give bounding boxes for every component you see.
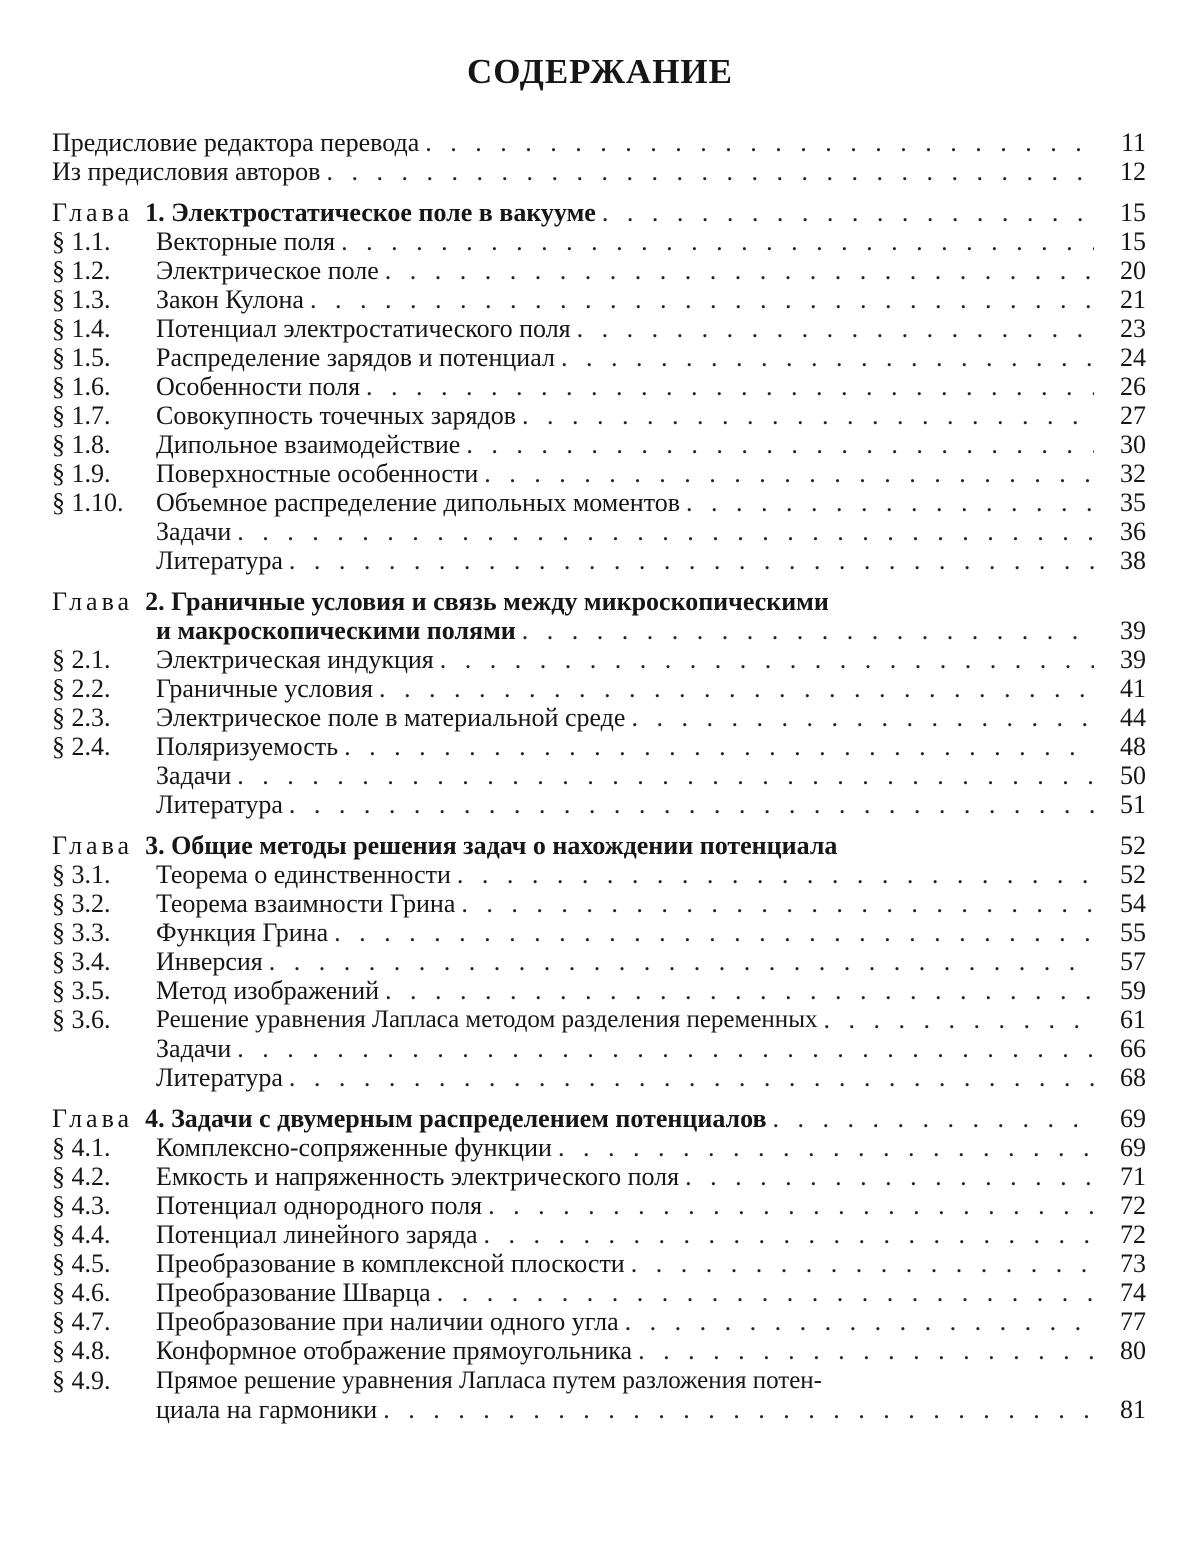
section-page: 55 (1120, 918, 1146, 947)
section-title-line2: циала на гармоники (156, 1395, 378, 1424)
toc-section-wrapped-cont[interactable] (52, 1395, 1146, 1424)
extra-page: 68 (1120, 1063, 1146, 1092)
toc-literature[interactable] (52, 546, 1146, 575)
toc-section[interactable] (52, 343, 1146, 372)
section-title: Совокупность точечных зарядов (156, 401, 516, 430)
section-page: 26 (1120, 372, 1146, 401)
toc-section[interactable] (52, 860, 1146, 889)
entry-text: Предисловие редактора перевода (52, 128, 420, 157)
chapter-page: 39 (1120, 616, 1146, 645)
extra-page: 38 (1120, 546, 1146, 575)
toc-entry-preface-authors[interactable] (52, 157, 1146, 186)
dot-leader (366, 372, 1094, 401)
section-page: 41 (1120, 674, 1146, 703)
dot-leader (379, 674, 1094, 703)
section-number: § 1.1. (52, 227, 111, 256)
section-title: Решение уравнения Лапласа методом разделения переменных (156, 1006, 818, 1033)
toc-section[interactable] (52, 1133, 1146, 1162)
section-number: § 1.6. (52, 372, 111, 401)
section-title: Функция Грина (156, 918, 329, 947)
toc-chapter-4[interactable] (52, 1104, 1146, 1133)
dot-leader (602, 198, 1094, 227)
toc-problems[interactable] (52, 761, 1146, 790)
dot-leader (631, 703, 1094, 732)
dot-leader (310, 285, 1094, 314)
dot-leader (334, 918, 1094, 947)
extra-title: Задачи (156, 761, 232, 790)
toc-section[interactable] (52, 674, 1146, 703)
toc-section[interactable] (52, 645, 1146, 674)
section-page: 57 (1120, 947, 1146, 976)
section-page: 35 (1120, 488, 1146, 517)
toc-section[interactable] (52, 703, 1146, 732)
section-title: Комплексно-сопряженные функции (156, 1133, 552, 1162)
section-title: Преобразование в комплексной плоскости (156, 1249, 625, 1278)
section-title: Электрическое поле (156, 256, 379, 285)
section-page: 59 (1120, 976, 1146, 1005)
dot-leader (237, 1034, 1094, 1063)
dot-leader (484, 459, 1094, 488)
dot-leader (385, 976, 1094, 1005)
chapter-word: Глава (52, 1104, 134, 1133)
section-title: Емкость и напряженность электрического поля (156, 1162, 680, 1191)
dot-leader (289, 790, 1094, 819)
section-number: § 1.5. (52, 343, 111, 372)
dot-leader (824, 1005, 1095, 1034)
section-page: 61 (1120, 1005, 1146, 1034)
section-title: Метод изображений (156, 976, 380, 1005)
section-page: 72 (1120, 1191, 1146, 1220)
section-title: Потенциал однородного поля (156, 1191, 483, 1220)
toc-section[interactable] (52, 256, 1146, 285)
chapter-word: Глава (52, 587, 134, 616)
section-title: Распределение зарядов и потенциал (156, 343, 555, 372)
toc-section[interactable] (52, 488, 1146, 517)
section-page: 72 (1120, 1220, 1146, 1249)
section-page: 21 (1120, 285, 1146, 314)
section-number: § 4.3. (52, 1191, 111, 1220)
section-number: § 4.2. (52, 1162, 111, 1191)
section-number: § 1.9. (52, 459, 111, 488)
section-title: Дипольное взаимодействие (156, 430, 461, 459)
section-page: 23 (1120, 314, 1146, 343)
dot-leader (440, 645, 1094, 674)
section-page: 15 (1120, 227, 1146, 256)
dot-leader (269, 947, 1094, 976)
dot-leader (341, 227, 1094, 256)
section-number: § 1.7. (52, 401, 111, 430)
extra-page: 50 (1120, 761, 1146, 790)
section-number: § 2.3. (52, 703, 111, 732)
section-title: Объемное распределение дипольных моментов (156, 488, 680, 517)
chapter-title-line1: 2. Граничные условия и связь между микроскопическими (145, 587, 829, 616)
chapter-title: 3. Общие методы решения задач о нахождении потенциала (145, 831, 838, 860)
extra-title: Литература (156, 546, 283, 575)
section-number: § 4.4. (52, 1220, 111, 1249)
dot-leader (466, 430, 1094, 459)
dot-leader (522, 616, 1094, 645)
dot-leader (685, 1162, 1094, 1191)
toc-section[interactable] (52, 1278, 1146, 1307)
toc-entry-preface-editor[interactable] (52, 128, 1146, 157)
toc-section[interactable] (52, 459, 1146, 488)
dot-leader (522, 401, 1094, 430)
section-page: 39 (1120, 645, 1146, 674)
toc-section[interactable] (52, 947, 1146, 976)
section-number: § 1.2. (52, 256, 111, 285)
toc-section[interactable] (52, 1249, 1146, 1278)
section-number: § 3.1. (52, 860, 111, 889)
toc-chapter-1[interactable] (52, 198, 1146, 227)
toc-problems[interactable] (52, 517, 1146, 546)
chapter-title: 4. Задачи с двумерным распределением потенциалов (145, 1104, 767, 1133)
section-page: 73 (1120, 1249, 1146, 1278)
dot-leader (484, 1220, 1094, 1249)
section-title: Особенности поля (156, 372, 361, 401)
dot-leader (326, 157, 1094, 186)
section-page: 32 (1120, 459, 1146, 488)
section-number: § 1.8. (52, 430, 111, 459)
section-title: Потенциал электростатического поля (156, 314, 571, 343)
toc-section[interactable] (52, 1191, 1146, 1220)
toc-section[interactable] (52, 1162, 1146, 1191)
section-title: Электрическая индукция (156, 645, 434, 674)
extra-page: 51 (1120, 790, 1146, 819)
dot-leader (773, 1104, 1094, 1133)
section-title: Преобразование Шварца (156, 1278, 431, 1307)
dot-leader (488, 1191, 1094, 1220)
toc-section[interactable] (52, 227, 1146, 256)
dot-leader (631, 1249, 1094, 1278)
section-title: Электрическое поле в материальной среде (156, 703, 626, 732)
section-title: Инверсия (156, 947, 263, 976)
toc-section-wrapped[interactable] (52, 1365, 1146, 1395)
section-page: 69 (1120, 1133, 1146, 1162)
section-number: § 2.2. (52, 674, 111, 703)
extra-page: 66 (1120, 1034, 1146, 1063)
entry-text: Из предисловия авторов (52, 157, 321, 186)
chapter-page: 52 (1120, 831, 1146, 860)
toc-chapter-2[interactable] (52, 587, 1146, 616)
section-number: § 3.6. (52, 1005, 111, 1034)
section-number: § 4.7. (52, 1307, 111, 1336)
dot-leader (237, 761, 1094, 790)
section-page: 81 (1120, 1395, 1146, 1424)
section-page: 44 (1120, 703, 1146, 732)
section-title: Потенциал линейного заряда (156, 1220, 478, 1249)
section-page: 24 (1120, 343, 1146, 372)
chapter-title-line2: и макроскопическими полями (156, 616, 516, 645)
section-title: Теорема о единственности (156, 860, 451, 889)
toc-section[interactable] (52, 1336, 1146, 1365)
section-number: § 1.3. (52, 285, 111, 314)
section-page: 54 (1120, 889, 1146, 918)
section-title: Закон Кулона (156, 285, 304, 314)
toc-literature[interactable] (52, 1063, 1146, 1092)
toc-section[interactable] (52, 732, 1146, 761)
entry-page: 11 (1120, 128, 1146, 157)
dot-leader (383, 1395, 1094, 1424)
section-number: § 3.5. (52, 976, 111, 1005)
chapter-title: 1. Электростатическое поле в вакууме (145, 198, 596, 227)
toc-chapter-3[interactable] (52, 831, 1146, 860)
toc-section[interactable] (52, 314, 1146, 343)
chapter-word: Глава (52, 198, 134, 227)
toc-chapter-2-cont[interactable] (52, 616, 1146, 645)
section-number: § 4.9. (52, 1366, 111, 1395)
extra-title: Литература (156, 790, 283, 819)
dot-leader (289, 546, 1094, 575)
chapter-page: 15 (1120, 198, 1146, 227)
section-number: § 4.5. (52, 1249, 111, 1278)
toc-section[interactable] (52, 1220, 1146, 1249)
toc-section[interactable] (52, 1307, 1146, 1336)
section-page: 77 (1120, 1307, 1146, 1336)
entry-page: 12 (1120, 157, 1146, 186)
section-page: 48 (1120, 732, 1146, 761)
section-title: Векторные поля (156, 227, 336, 256)
section-page: 27 (1120, 401, 1146, 430)
section-number: § 3.4. (52, 947, 111, 976)
section-page: 20 (1120, 256, 1146, 285)
section-number: § 2.4. (52, 732, 111, 761)
toc-section[interactable] (52, 430, 1146, 459)
section-page: 30 (1120, 430, 1146, 459)
section-page: 74 (1120, 1278, 1146, 1307)
toc-section[interactable] (52, 1005, 1146, 1034)
section-title: Граничные условия (156, 674, 373, 703)
section-page: 52 (1120, 860, 1146, 889)
section-number: § 4.6. (52, 1278, 111, 1307)
page-title: СОДЕРЖАНИЕ (466, 52, 733, 91)
toc-section[interactable] (52, 918, 1146, 947)
dot-leader (461, 889, 1094, 918)
section-page: 80 (1120, 1336, 1146, 1365)
dot-leader (425, 128, 1094, 157)
section-number: § 2.1. (52, 645, 111, 674)
dot-leader (561, 343, 1094, 372)
section-number: § 1.4. (52, 314, 111, 343)
dot-leader (344, 732, 1094, 761)
dot-leader (686, 488, 1094, 517)
section-number: § 4.1. (52, 1133, 111, 1162)
toc-literature[interactable] (52, 790, 1146, 819)
toc-section[interactable] (52, 401, 1146, 430)
chapter-page: 69 (1120, 1104, 1146, 1133)
dot-leader (638, 1336, 1094, 1365)
section-title: Поляризуемость (156, 732, 339, 761)
section-number: § 3.3. (52, 918, 111, 947)
toc-problems[interactable] (52, 1034, 1146, 1063)
section-title: Теорема взаимности Грина (156, 889, 456, 918)
dot-leader (437, 1278, 1094, 1307)
toc-section[interactable] (52, 976, 1146, 1005)
toc-section[interactable] (52, 889, 1146, 918)
dot-leader (625, 1307, 1094, 1336)
dot-leader (237, 517, 1094, 546)
toc-section[interactable] (52, 285, 1146, 314)
section-title: Преобразование при наличии одного угла (156, 1307, 619, 1336)
chapter-word: Глава (52, 831, 134, 860)
dot-leader (577, 314, 1094, 343)
section-title: Конформное отображение прямоугольника (156, 1336, 633, 1365)
section-title: Поверхностные особенности (156, 459, 479, 488)
section-number: § 3.2. (52, 889, 111, 918)
extra-title: Задачи (156, 517, 232, 546)
table-of-contents (52, 128, 1146, 1424)
extra-title: Задачи (156, 1034, 232, 1063)
extra-page: 36 (1120, 517, 1146, 546)
section-page: 71 (1120, 1162, 1146, 1191)
dot-leader (385, 256, 1094, 285)
section-number: § 1.10. (52, 488, 124, 517)
section-title-line1: Прямое решение уравнения Лапласа путем разложения потен- (156, 1367, 822, 1394)
section-number: § 4.8. (52, 1336, 111, 1365)
dot-leader (457, 860, 1094, 889)
dot-leader (289, 1063, 1094, 1092)
toc-section[interactable] (52, 372, 1146, 401)
extra-title: Литература (156, 1063, 283, 1092)
dot-leader (558, 1133, 1094, 1162)
